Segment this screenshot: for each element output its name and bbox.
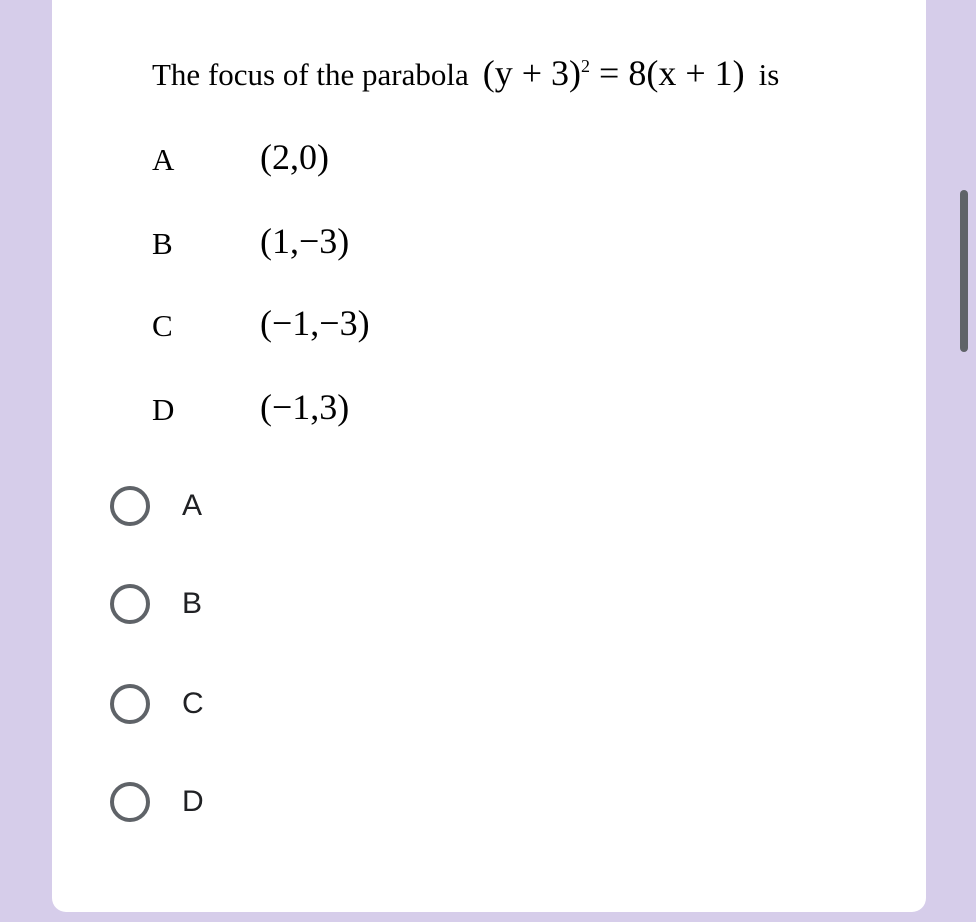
equation-exponent: 2 bbox=[581, 56, 591, 76]
choice-label: D bbox=[182, 785, 204, 818]
choice-c[interactable] bbox=[110, 684, 204, 724]
choice-b[interactable] bbox=[110, 584, 202, 624]
choice-label: C bbox=[182, 687, 204, 720]
radio-button[interactable] bbox=[110, 782, 150, 822]
question-equation bbox=[483, 52, 745, 94]
option-value: (2,0) bbox=[260, 137, 329, 177]
equation-lhs: (y + 3) bbox=[482, 53, 582, 93]
equation-rhs: = 8(x + 1) bbox=[590, 53, 745, 93]
radio-button[interactable] bbox=[110, 486, 150, 526]
option-letter: C bbox=[152, 308, 173, 343]
choice-label: B bbox=[182, 587, 203, 620]
option-letter: B bbox=[152, 226, 173, 261]
option-value: (1,−3) bbox=[260, 221, 350, 261]
question-suffix: is bbox=[758, 57, 780, 92]
choice-d[interactable] bbox=[110, 782, 204, 822]
question-prefix: The focus of the parabola bbox=[152, 57, 469, 92]
option-value: (−1,3) bbox=[260, 387, 350, 427]
choice-a[interactable] bbox=[110, 486, 202, 526]
choice-label: A bbox=[182, 489, 203, 522]
radio-button[interactable] bbox=[110, 584, 150, 624]
option-letter: D bbox=[152, 392, 175, 427]
scrollbar[interactable] bbox=[960, 190, 968, 352]
option-value: (−1,−3) bbox=[260, 303, 370, 343]
question-text bbox=[152, 52, 779, 94]
question-card bbox=[52, 0, 926, 912]
option-letter: A bbox=[152, 142, 175, 177]
radio-button[interactable] bbox=[110, 684, 150, 724]
